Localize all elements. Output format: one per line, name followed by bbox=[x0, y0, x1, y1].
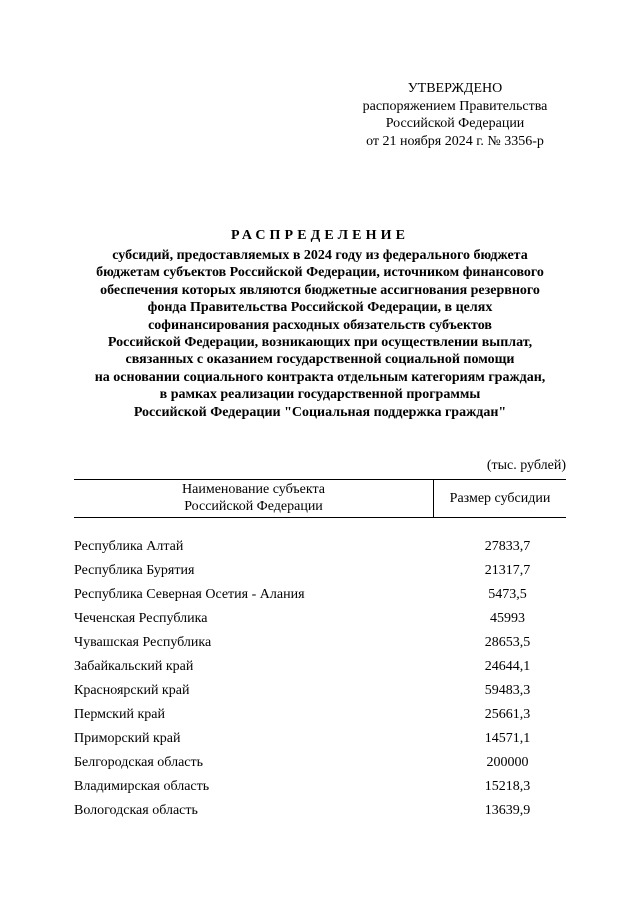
subsidy-amount: 5473,5 bbox=[488, 587, 527, 602]
table-row bbox=[74, 799, 566, 823]
subsidy-amount: 24644,1 bbox=[484, 659, 531, 674]
subject-name: Пермский край bbox=[74, 707, 165, 722]
units-label: (тыс. рублей) bbox=[486, 458, 566, 473]
subtitle-line: фонда Правительства Российской Федерации, в целях bbox=[147, 300, 493, 316]
column-header-subject-line: Российской Федерации bbox=[184, 498, 323, 514]
subject-name: Республика Бурятия bbox=[74, 563, 195, 578]
subject-name: Вологодская область bbox=[74, 803, 198, 818]
table-row bbox=[74, 703, 566, 727]
subsidy-table bbox=[74, 479, 566, 823]
subsidy-amount: 13639,9 bbox=[484, 803, 531, 818]
subtitle-line: в рамках реализации государственной программы bbox=[159, 387, 481, 403]
approval-line: Российской Федерации bbox=[385, 116, 525, 131]
subject-name: Белгородская область bbox=[74, 755, 204, 770]
table-row bbox=[74, 559, 566, 583]
subject-name: Республика Алтай bbox=[74, 539, 184, 554]
subtitle-line: субсидий, предоставляемых в 2024 году из федерального бюджета bbox=[112, 248, 528, 263]
table-row bbox=[74, 679, 566, 703]
subtitle-line: Российской Федерации "Социальная поддержка граждан" bbox=[133, 404, 507, 420]
document-subtitle bbox=[50, 247, 590, 421]
subject-name: Красноярский край bbox=[74, 683, 190, 698]
subtitle-line: на основании социального контракта отдельным категориям граждан, bbox=[94, 369, 546, 385]
subject-name: Чеченская Республика bbox=[74, 611, 208, 626]
subject-name: Забайкальский край bbox=[74, 659, 194, 674]
subsidy-amount: 27833,7 bbox=[484, 539, 531, 554]
table-row bbox=[74, 631, 566, 655]
table-row bbox=[74, 535, 566, 559]
table-row bbox=[74, 583, 566, 607]
table-row bbox=[74, 727, 566, 751]
subtitle-line: обеспечения которых являются бюджетные ассигнования резервного bbox=[100, 282, 540, 298]
subtitle-line: Российской Федерации, возникающих при осуществлении выплат, bbox=[107, 335, 533, 351]
subsidy-amount: 21317,7 bbox=[484, 563, 531, 578]
document-title: РАСПРЕДЕЛЕНИЕ bbox=[230, 228, 410, 243]
column-header-amount: Размер субсидии bbox=[433, 480, 566, 517]
approval-date-number: от 21 ноября 2024 г. № 3356-р bbox=[366, 133, 544, 149]
approval-heading: УТВЕРЖДЕНО bbox=[407, 81, 503, 96]
column-header-subject-line: Наименование субъекта bbox=[182, 482, 325, 497]
approval-line: распоряжением Правительства bbox=[362, 98, 548, 114]
subsidy-amount: 59483,3 bbox=[484, 683, 531, 698]
table-row bbox=[74, 775, 566, 799]
subject-name: Владимирская область bbox=[74, 779, 210, 794]
table-row bbox=[74, 607, 566, 631]
subsidy-amount: 14571,1 bbox=[484, 731, 531, 746]
table-header bbox=[74, 479, 566, 518]
subject-name: Республика Северная Осетия - Алания bbox=[74, 587, 305, 602]
subsidy-amount: 15218,3 bbox=[484, 779, 531, 794]
table-row bbox=[74, 751, 566, 775]
column-header-subject bbox=[74, 480, 433, 517]
subtitle-line: бюджетам субъектов Российской Федерации, источником финансового bbox=[96, 265, 544, 281]
subtitle-line: софинансирования расходных обязательств субъектов bbox=[148, 317, 492, 333]
subject-name: Приморский край bbox=[74, 731, 181, 746]
subsidy-amount: 45993 bbox=[490, 611, 525, 626]
subsidy-amount: 25661,3 bbox=[484, 707, 531, 722]
subject-name: Чувашская Республика bbox=[74, 635, 212, 650]
table-body bbox=[74, 535, 566, 823]
approval-block bbox=[340, 80, 570, 150]
subsidy-amount: 28653,5 bbox=[484, 635, 531, 650]
table-row bbox=[74, 655, 566, 679]
subsidy-amount: 200000 bbox=[486, 755, 529, 770]
subtitle-line: связанных с оказанием государственной социальной помощи bbox=[125, 352, 515, 368]
